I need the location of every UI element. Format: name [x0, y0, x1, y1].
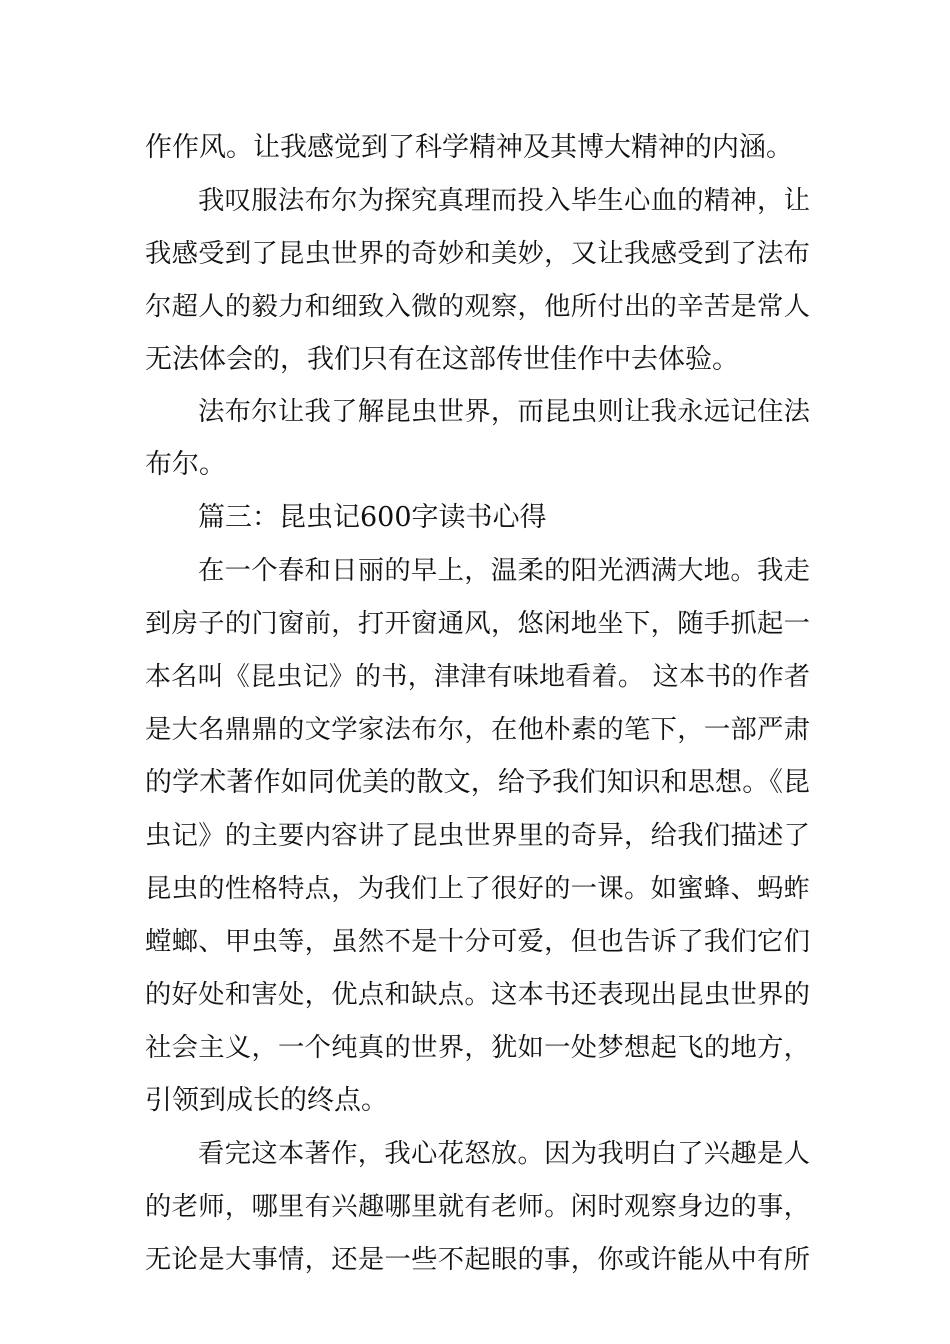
- paragraph-line: 的学术著作如同优美的散文，给予我们知识和思想。《昆: [145, 767, 810, 798]
- paragraph-line: 本名叫《昆虫记》的书，津津有味地看着。 这本书的作者: [145, 662, 810, 692]
- paragraph-line: 我感受到了昆虫世界的奇妙和美妙，又让我感受到了法布: [145, 239, 810, 269]
- section-heading: 篇三：昆虫记600字读书心得: [198, 502, 547, 533]
- paragraph-line: 尔超人的毅力和细致入微的观察，他所付出的辛苦是常人: [145, 292, 810, 322]
- paragraph-line: 看完这本著作，我心花怒放。因为我明白了兴趣是人: [198, 1139, 810, 1169]
- paragraph-line: 昆虫的性格特点，为我们上了很好的一课。如蜜蜂、蚂蚱: [145, 874, 810, 904]
- paragraph-line: 无论是大事情，还是一些不起眼的事，你或许能从中有所: [145, 1245, 810, 1275]
- paragraph-line: 的老师，哪里有兴趣哪里就有老师。闲时观察身边的事，: [145, 1192, 810, 1222]
- paragraph-line: 在一个春和日丽的早上，温柔的阳光洒满大地。我走: [198, 556, 810, 586]
- paragraph-line: 我叹服法布尔为探究真理而投入毕生心血的精神，让: [198, 186, 810, 216]
- paragraph-line: 是大名鼎鼎的文学家法布尔，在他朴素的笔下，一部严肃: [145, 715, 810, 745]
- paragraph-line: 作作风。让我感觉到了科学精神及其博大精神的内涵。: [145, 132, 793, 163]
- paragraph-line: 法布尔让我了解昆虫世界，而昆虫则让我永远记住法: [198, 397, 810, 427]
- paragraph-line: 的好处和害处，优点和缺点。这本书还表现出昆虫世界的: [145, 980, 810, 1010]
- paragraph-line: 螳螂、甲虫等，虽然不是十分可爱，但也告诉了我们它们: [145, 927, 810, 957]
- paragraph-line: 无法体会的，我们只有在这部传世佳作中去体验。: [145, 344, 739, 375]
- paragraph-line: 引领到成长的终点。: [145, 1085, 388, 1116]
- paragraph-line: 到房子的门窗前，打开窗通风，悠闲地坐下，随手抓起一: [145, 609, 810, 639]
- paragraph-line: 布尔。: [145, 449, 226, 480]
- paragraph-line: 虫记》的主要内容讲了昆虫世界里的奇异，给我们描述了: [145, 821, 810, 851]
- paragraph-line: 社会主义，一个纯真的世界，犹如一处梦想起飞的地方，: [145, 1033, 810, 1063]
